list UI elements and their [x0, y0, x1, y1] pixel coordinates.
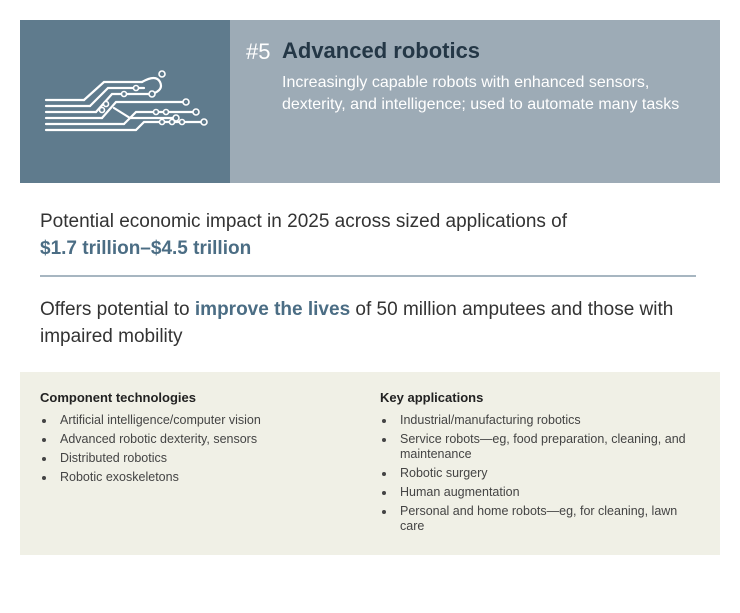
robotic-hand-circuit-icon: [44, 64, 214, 136]
impact-value: $1.7 trillion–$4.5 trillion: [40, 238, 252, 259]
lives-after: of 50 million amputees and those with impaired mobility: [40, 299, 674, 347]
list-item: Human augmentation: [380, 485, 705, 500]
list-item: Industrial/manufacturing robotics: [380, 413, 705, 428]
key-applications-heading: Key applications: [380, 390, 484, 405]
list-item: Artificial intelligence/computer vision: [40, 413, 340, 428]
header-subtitle: Increasingly capable robots with enhanced sensors, dexterity, and intelligence; used to automate many tasks: [282, 74, 680, 113]
component-technologies-list: [40, 413, 340, 485]
header-number: #5: [246, 39, 271, 64]
list-item: Robotic surgery: [380, 466, 705, 481]
component-technologies: [40, 390, 340, 489]
list-item: Advanced robotic dexterity, sensors: [40, 432, 340, 447]
lives-highlight: improve the lives: [194, 299, 351, 320]
list-item: Distributed robotics: [40, 451, 340, 466]
impact-text: Potential economic impact in 2025 across sized applications of: [40, 211, 568, 232]
divider: [40, 275, 696, 277]
list-item: Personal and home robots—eg, for cleaning, lawn care: [380, 504, 705, 534]
lives-before: Offers potential to: [40, 299, 195, 320]
icon-panel: [20, 20, 230, 183]
details-panel: [20, 372, 720, 555]
key-applications-list: [380, 413, 705, 534]
key-applications: [380, 390, 705, 538]
economic-impact: [40, 208, 700, 262]
component-technologies-heading: Component technologies: [40, 390, 196, 405]
page-title: Advanced robotics: [282, 38, 481, 63]
list-item: Service robots—eg, food preparation, cleaning, and maintenance: [380, 432, 705, 462]
header-banner: [20, 20, 720, 183]
list-item: Robotic exoskeletons: [40, 470, 340, 485]
lives-statement: [40, 296, 710, 350]
